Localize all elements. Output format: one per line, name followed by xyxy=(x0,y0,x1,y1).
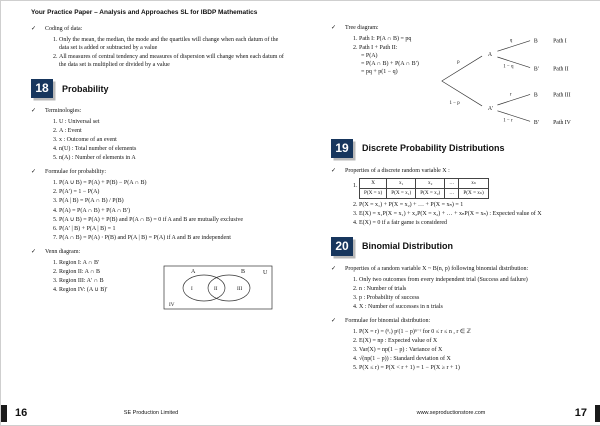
left-page xyxy=(31,9,289,318)
check-icon: ✓ xyxy=(331,167,337,174)
chapter-20 xyxy=(331,237,583,256)
table-cell: P(X = xₙ) xyxy=(459,188,488,198)
document-title: Your Practice Paper – Analysis and Approaches SL for IBDP Mathematics xyxy=(31,9,258,16)
tree-prob-q: q xyxy=(509,38,513,44)
binomial-properties-list xyxy=(331,276,583,311)
terminologies-section xyxy=(31,108,289,162)
venn-region3-label: III xyxy=(237,285,243,292)
tree-list xyxy=(331,35,431,76)
venn-region1-label: I xyxy=(191,285,193,292)
list-item: 2. A : Event xyxy=(59,127,289,135)
tree-prob-1-p: 1 − p xyxy=(449,100,460,106)
list-item: 1. Path I: P(A ∩ B) = pq xyxy=(359,35,431,43)
terminologies-list xyxy=(31,118,289,162)
venn-universe-box xyxy=(164,266,272,309)
list-item: 2. n : Number of trials xyxy=(359,285,583,293)
list-item: 4. Region IV: (A ∪ B)′ xyxy=(59,286,159,294)
right-page-number: 17 xyxy=(574,407,587,419)
venn-diagram-section xyxy=(31,249,289,311)
list-item: 2. Region II: A ∩ B xyxy=(59,268,159,276)
chapter-19-title: Discrete Probability Distributions xyxy=(362,143,505,154)
table-cell: x₂ xyxy=(416,178,445,188)
list-item: 4. √(np(1 − p)) : Standard deviation of X xyxy=(359,355,583,363)
left-page-number: 16 xyxy=(15,407,28,419)
tree-diagram-section xyxy=(331,25,583,129)
section-heading: Tree diagram: xyxy=(345,25,379,31)
section-heading: Venn diagram: xyxy=(45,248,81,255)
tree-prob-r: r xyxy=(509,92,512,98)
list-item: 3. E(X) = x₁P(X = x₁) + x₂P(X = x₂) + … + xₙP(X = xₙ) : Expected value of X xyxy=(359,210,583,218)
list-item: 5. P(A ∪ B) = P(A) + P(B) and P(A ∩ B) = 0 if A and B are mutually exclusive xyxy=(59,216,289,224)
venn-set-b-label: B xyxy=(241,268,246,275)
probability-formulae-section xyxy=(31,169,289,241)
chapter-18 xyxy=(31,79,289,98)
tree-line: = P(A) xyxy=(361,52,378,59)
tree-node-b1-complement: B′ xyxy=(533,66,540,73)
section-heading: Coding of data: xyxy=(45,26,83,32)
table-cell: xₙ xyxy=(459,178,488,188)
list-item: 2. P(X = x₁) + P(X = x₂) + … + P(X = xₙ) = 1 xyxy=(359,201,583,209)
venn-region4-label: IV xyxy=(169,301,175,308)
tree-path-3-label: Path III xyxy=(553,92,571,99)
binomial-properties-section xyxy=(331,266,583,311)
right-page xyxy=(331,25,583,379)
list-item: 3. P(A | B) = P(A ∩ B) / P(B) xyxy=(59,197,289,205)
list-item: 1. Only two outcomes from every independent trial (Success and failure) xyxy=(359,276,583,284)
check-icon: ✓ xyxy=(31,108,37,115)
discrete-properties-section xyxy=(331,168,583,227)
list-item: 4. n(U) : Total number of elements xyxy=(59,145,289,153)
venn-region2-label: II xyxy=(214,285,218,292)
list-item: 4. X : Number of successes in n trials xyxy=(359,303,583,311)
tree-node-b1: B xyxy=(533,38,538,45)
list-item: 1. Region I: A ∩ B′ xyxy=(59,259,159,267)
venn-set-a xyxy=(183,275,225,301)
chapter-20-number: 20 xyxy=(331,237,353,256)
venn-diagram xyxy=(163,259,275,311)
venn-region-list xyxy=(31,259,159,295)
binomial-formulae-section xyxy=(331,318,583,372)
table-row xyxy=(360,178,489,188)
tree-path-1-label: Path I xyxy=(553,38,567,45)
list-item xyxy=(359,44,431,76)
section-heading: Formulae for probability: xyxy=(45,169,106,176)
section-heading: Properties of a discrete random variable X : xyxy=(345,167,450,174)
list-item: 1. Only the mean, the median, the mode and the quartiles will change when each datum of the data set is added or subtracted by a value xyxy=(59,36,289,52)
chapter-18-number: 18 xyxy=(31,79,53,98)
list-item: 2. E(X) = np : Expected value of X xyxy=(359,337,583,345)
section-heading: Terminologies: xyxy=(45,108,82,115)
tree-line: = P(A ∩ B) + P(A ∩ B′) xyxy=(361,61,419,68)
tree-path-4-label: Path IV xyxy=(553,119,571,126)
list-item: 1. P(X = r) = (ⁿᵣ) pʳ(1 − p)ⁿ⁻ʳ for 0 ≤ r ≤ n , r ∈ ℤ xyxy=(359,328,583,336)
list-item: 3. Region III: A′ ∩ B xyxy=(59,277,159,285)
table-cell: P(X = x₁) xyxy=(387,188,416,198)
list-item: 5. P(X ≤ r) = P(X < r + 1) = 1 − P(X ≥ r + 1) xyxy=(359,364,583,372)
chapter-20-title: Binomial Distribution xyxy=(362,241,453,252)
table-row xyxy=(360,188,489,198)
tree-working xyxy=(331,33,431,80)
probability-formulae-list xyxy=(31,179,289,242)
chapter-19 xyxy=(331,139,583,158)
list-item: 1. U : Universal set xyxy=(59,118,289,126)
venn-universe-label: U xyxy=(263,269,268,276)
list-item: 3. x : Outcome of an event xyxy=(59,136,289,144)
list-item: 5. n(A) : Number of elements in A xyxy=(59,154,289,162)
list-item xyxy=(359,178,583,199)
coding-of-data-section xyxy=(31,26,289,69)
table-cell: x₁ xyxy=(387,178,416,188)
list-item: 4. P(A) = P(A ∩ B) + P(A ∩ B′) xyxy=(59,207,289,215)
tree-item2-label: Path I + Path II: xyxy=(359,44,398,51)
table-cell: … xyxy=(445,178,459,188)
chapter-19-number: 19 xyxy=(331,139,353,158)
probability-distribution-table xyxy=(359,178,489,199)
list-item: 1. P(A ∪ B) = P(A) + P(B) − P(A ∩ B) xyxy=(59,179,289,187)
list-item: 2. All measures of central tendency and measures of dispersion will change when each datum of the data set is multiplied or divided by a value xyxy=(59,53,289,69)
list-item: 3. p : Probability of success xyxy=(359,294,583,302)
list-item: 3. Var(X) = np(1 − p) : Variance of X xyxy=(359,346,583,354)
tree-node-a-complement: A′ xyxy=(487,105,494,112)
coding-list xyxy=(31,36,289,69)
table-cell: … xyxy=(445,188,459,198)
tree-line: = pq + p(1 − q) xyxy=(361,69,398,76)
tree-path-2-label: Path II xyxy=(553,66,569,73)
check-icon: ✓ xyxy=(31,169,37,176)
list-item: 6. P(A′ | B) + P(A | B) = 1 xyxy=(59,225,289,233)
table-cell: 1. X xyxy=(360,178,387,188)
tree-prob-1-q: 1 − q xyxy=(503,64,514,70)
check-icon: ✓ xyxy=(31,248,37,255)
check-icon: ✓ xyxy=(31,26,37,32)
tree-diagram xyxy=(433,33,583,129)
tree-node-b2: B xyxy=(533,92,538,99)
list-item: 7. P(A ∩ B) = P(A) ⋅ P(B) and P(A | B) = P(A) if A and B are independent xyxy=(59,234,289,242)
left-page-footer: SE Production Limited xyxy=(123,410,179,416)
tree-prob-p: p xyxy=(457,59,460,65)
check-icon: ✓ xyxy=(331,318,337,325)
discrete-properties-list xyxy=(331,178,583,227)
binomial-formulae-list xyxy=(331,328,583,372)
chapter-18-title: Probability xyxy=(62,83,109,94)
check-icon: ✓ xyxy=(331,265,337,272)
list-item: 2. P(A′) = 1 − P(A) xyxy=(59,188,289,196)
right-page-footer: www.seproductionstore.com xyxy=(416,410,486,416)
section-heading: Formulae for binomial distribution: xyxy=(345,318,431,325)
tree-prob-1-r: 1 − r xyxy=(503,118,513,124)
check-icon: ✓ xyxy=(331,25,337,31)
table-cell: P(X = x) xyxy=(360,188,387,198)
table-cell: P(X = x₂) xyxy=(416,188,445,198)
tree-node-a: A xyxy=(487,51,492,58)
section-heading: Properties of a random variable X ~ B(n, p) following binomial distribution: xyxy=(345,265,529,272)
venn-set-a-label: A xyxy=(191,268,196,275)
list-item: 4. E(X) = 0 if a fair game is considered xyxy=(359,219,583,227)
tree-node-b2-complement: B′ xyxy=(533,119,540,126)
